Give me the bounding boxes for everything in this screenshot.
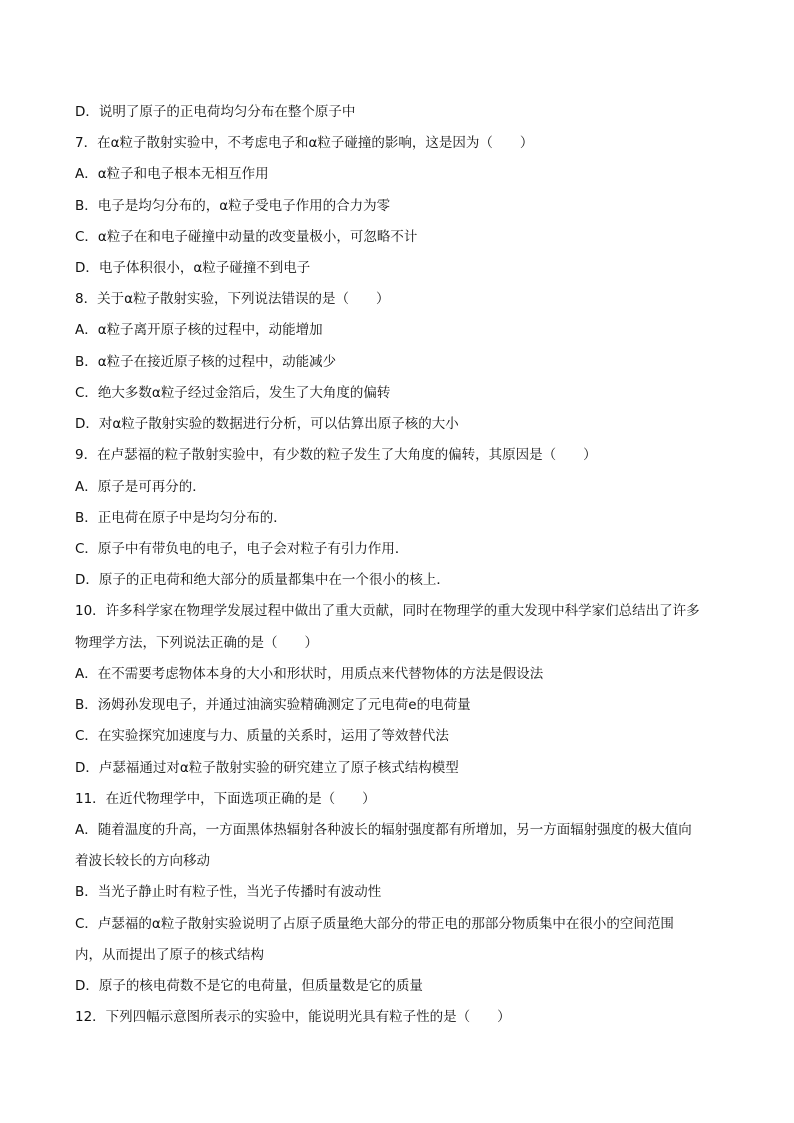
option-11c: C．卢瑟福的α粒子散射实验说明了占原子质量绝大部分的带正电的那部分物质集中在很小的空间范围	[75, 916, 674, 932]
option-10c: C．在实验探究加速度与力、质量的关系时，运用了等效替代法	[75, 728, 449, 744]
question-10: 10．许多科学家在物理学发展过程中做出了重大贡献，同时在物理学的重大发现中科学家们总结出了许多	[75, 603, 700, 619]
option-11a: A．随着温度的升高，一方面黑体热辐射各种波长的辐射强度都有所增加，另一方面辐射强度的极大值向	[75, 822, 692, 838]
question-10-cont: 物理学方法，下列说法正确的是（ ）	[75, 635, 318, 651]
option-7a: A．α粒子和电子根本无相互作用	[75, 166, 269, 182]
question-7: 7．在α粒子散射实验中，不考虑电子和α粒子碰撞的影响，这是因为（ ）	[75, 135, 534, 151]
option-11b: B．当光子静止时有粒子性，当光子传播时有波动性	[75, 884, 382, 900]
question-8: 8．关于α粒子散射实验，下列说法错误的是（ ）	[75, 291, 390, 307]
option-11c-cont: 内，从而提出了原子的核式结构	[75, 947, 264, 963]
question-9: 9．在卢瑟福的粒子散射实验中，有少数的粒子发生了大角度的偏转，其原因是（ ）	[75, 447, 597, 463]
option-10d: D．卢瑟福通过对α粒子散射实验的研究建立了原子核式结构模型	[75, 760, 459, 776]
option-8a: A．α粒子离开原子核的过程中，动能增加	[75, 322, 323, 338]
option-8d: D．对α粒子散射实验的数据进行分析，可以估算出原子核的大小	[75, 416, 459, 432]
question-11: 11．在近代物理学中，下面选项正确的是（ ）	[75, 791, 376, 807]
text-line: D．说明了原子的正电荷均匀分布在整个原子中	[75, 104, 356, 120]
option-10b: B．汤姆孙发现电子，并通过油滴实验精确测定了元电荷e的电荷量	[75, 697, 471, 713]
option-8b: B．α粒子在接近原子核的过程中，动能减少	[75, 354, 337, 370]
option-7c: C．α粒子在和电子碰撞中动量的改变量极小，可忽略不计	[75, 229, 418, 245]
option-7b: B．电子是均匀分布的，α粒子受电子作用的合力为零	[75, 198, 391, 214]
option-9d: D．原子的正电荷和绝大部分的质量都集中在一个很小的核上．	[75, 572, 450, 588]
option-9c: C．原子中有带负电的电子，电子会对粒子有引力作用．	[75, 541, 409, 557]
option-8c: C．绝大多数α粒子经过金箔后，发生了大角度的偏转	[75, 385, 391, 401]
option-11a-cont: 着波长较长的方向移动	[75, 853, 210, 869]
question-12: 12．下列四幅示意图所表示的实验中，能说明光具有粒子性的是（ ）	[75, 1009, 511, 1025]
option-10a: A．在不需要考虑物体本身的大小和形状时，用质点来代替物体的方法是假设法	[75, 666, 544, 682]
option-7d: D．电子体积很小，α粒子碰撞不到电子	[75, 260, 311, 276]
option-9b: B．正电荷在原子中是均匀分布的．	[75, 510, 287, 526]
option-11d: D．原子的核电荷数不是它的电荷量，但质量数是它的质量	[75, 978, 423, 994]
option-9a: A．原子是可再分的．	[75, 479, 206, 495]
